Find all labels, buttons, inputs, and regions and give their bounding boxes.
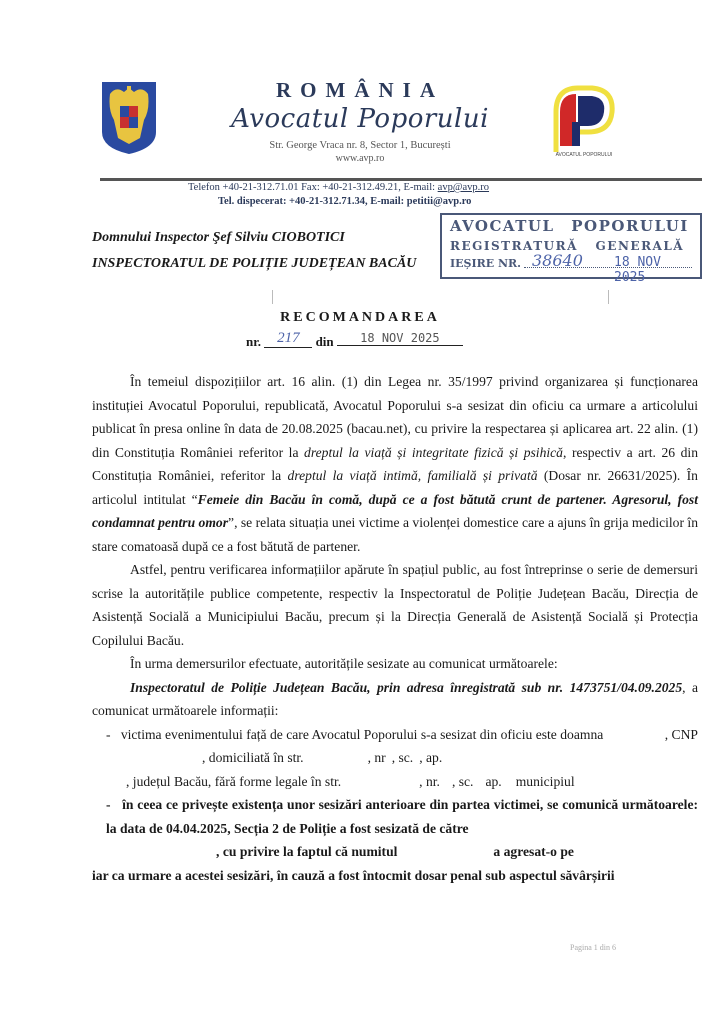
header-divider <box>100 178 702 181</box>
contact-phone-fax-text: Telefon +40-21-312.71.01 Fax: +40-21-312.49.21, E-mail: <box>188 182 438 193</box>
contact-dispatch: Tel. dispecerat: +40-21-312.71.34, E-mail: petitii@avp.ro <box>218 196 472 207</box>
recommendation-number: 217 <box>264 330 312 348</box>
text-span: , județul Bacău, fără forme legale în str. <box>126 773 342 789</box>
text-span: , respectiv a art. 26 din Constituția României, referitor la <box>92 444 698 483</box>
text-span: , ap. <box>419 750 443 765</box>
addressee-institution: INSPECTORATUL DE POLIȚIE JUDEȚEAN BACĂU <box>92 256 417 271</box>
paragraph-results: În urma demersurilor efectuate, autoritățile sesizate au comunicat următoarele: <box>130 656 558 671</box>
institution-name: Avocatul Poporului <box>231 104 489 134</box>
document-title: RECOMANDAREA <box>280 310 440 325</box>
ap-logo-caption: AVOCATUL POPORULUI <box>555 152 613 158</box>
text-span: ”, se relata situația unei victime a violenței domestice care a ajuns în grija medicilor în stare comatoasă după ce a fost bătută de partener. <box>92 515 699 554</box>
text-span: În temeiul dispozițiilor art. 16 alin. (1) din Legea nr. 35/1997 privind organizarea și funcționarea instituției Avocatul Poporului, republicată, Avocatul Poporului s-a sesizat din oficiu ca urmare a articolului publicat în presa online în data de 20.08.2025 (bacau.net), cu privire la respectarea și aplicarea art. 22 alin. (1) din Constituția României referitor la <box>92 374 698 460</box>
police-address-ref: Inspectoratul de Poliție Județean Bacău, prin adresa înregistrată sub nr. 1473751/04.09.2025 <box>130 679 683 695</box>
document-number-line <box>246 330 463 352</box>
text-span: municipiul <box>515 773 575 789</box>
avocatul-poporului-logo <box>548 82 620 160</box>
contact-phone-fax <box>188 182 489 193</box>
text-span: în ceea ce privește existența unor sesizări anterioare din partea victimei, se comunică următoarele: la data de 04.04.2025, Secția 2 de Poliție a fost sesizată de către <box>106 797 699 836</box>
article-title: Femeie din Bacău în comă, după ce a fost bătută crunt de partener. Agresorul, fost condamnat pentru omor <box>92 491 698 530</box>
list-item-prior-complaints <box>92 793 698 840</box>
page-number: Pagina 1 din 6 <box>570 943 616 952</box>
registry-stamp <box>440 213 702 285</box>
country-heading: ROMÂNIA <box>276 78 444 102</box>
text-span: ap. <box>485 773 502 789</box>
romanian-coat-of-arms-logo <box>100 80 158 156</box>
text-span: , domiciliată în str. <box>202 750 304 765</box>
list-item-victim <box>92 723 698 794</box>
text-span: a agresat-o pe <box>493 844 574 859</box>
stamp-registry: REGISTRATURĂ GENERALĂ <box>450 239 685 253</box>
document-body <box>92 370 698 887</box>
recommendation-date: 18 NOV 2025 <box>337 331 463 346</box>
stamp-exit-label: IEȘIRE NR. <box>450 257 522 270</box>
stamp-institution: AVOCATUL POPORULUI <box>450 217 689 235</box>
text-span: , sc. <box>391 750 414 765</box>
institution-website[interactable]: www.avp.ro <box>335 153 385 164</box>
paragraph-intro <box>92 370 698 558</box>
nr-label: nr. <box>246 334 262 349</box>
paragraph-steps: Astfel, pentru verificarea informațiilor apărute în spațiul public, au fost întreprinse o serie de demersuri scrise la autoritățile publice competente, respectiv la Inspectoratul de Poliție Județean Bacău, Direcția de Asistență Socială a Municipiului Bacău, precum și la Direcția Generală de Asistență Socială și Protecția Copilului Bacău. <box>92 562 698 648</box>
stamp-exit-number: 38640 <box>532 251 583 270</box>
right-to-privacy-text: dreptul la viață intimă, familială și privată <box>287 468 538 483</box>
scan-mark <box>608 290 609 304</box>
addressee-name: Domnului Inspector Şef Silviu CIOBOTICI <box>92 230 345 245</box>
text-span: , sc. <box>451 773 474 789</box>
paragraph-police <box>92 676 698 723</box>
text-span: , cu privire la faptul că numitul <box>216 844 398 859</box>
institution-address: Str. George Vraca nr. 8, Sector 1, București <box>269 140 451 151</box>
line-aggression <box>92 840 698 864</box>
line-criminal-file: iar ca urmare a acestei sesizări, în cauză a fost întocmit dosar penal sub aspectul săvârșirii <box>92 867 615 883</box>
bullet-dash: - <box>106 726 111 742</box>
text-span: , nr <box>367 750 386 765</box>
right-to-life-text: dreptul la viață și integritate fizică și psihică <box>304 444 563 460</box>
text-span: , CNP <box>664 726 698 742</box>
contact-email-link[interactable]: avp@avp.ro <box>437 182 490 193</box>
stamp-date: 18 NOV 2025 <box>614 255 661 285</box>
text-span: , nr. <box>419 773 440 789</box>
bullet-dash: - <box>106 797 111 812</box>
text-span: , a comunicat următoarele informații: <box>92 679 698 718</box>
text-span: (Dosar nr. 26631/2025). În articolul intitulat “ <box>92 468 698 507</box>
text-span: victima evenimentului față de care Avocatul Poporului s-a sesizat din oficiu este doamna <box>120 726 607 742</box>
scan-mark <box>272 290 273 304</box>
din-label: din <box>315 334 334 349</box>
